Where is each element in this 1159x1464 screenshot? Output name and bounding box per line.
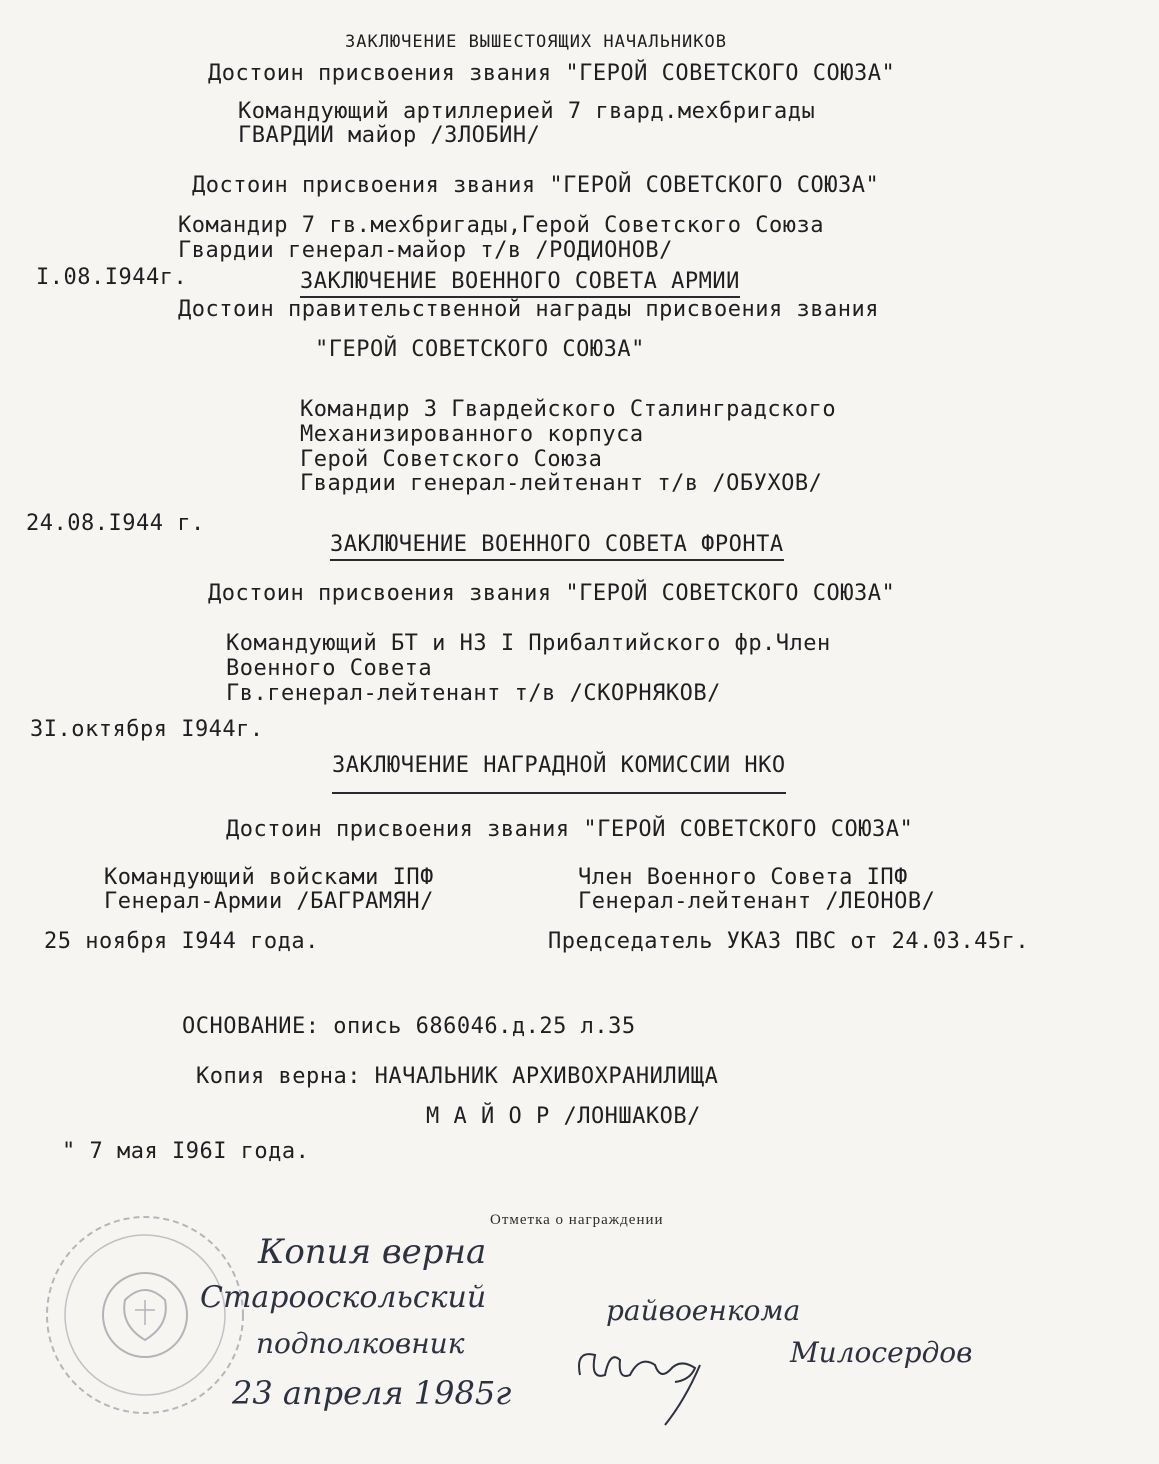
signer-line: Командующий артиллерией 7 гвард.мехбригады bbox=[238, 99, 816, 124]
handwritten-line: Копия верна bbox=[258, 1232, 487, 1272]
verdict-line: Достоин присвоения звания "ГЕРОЙ СОВЕТСКОГО СОЮЗА" bbox=[208, 61, 896, 86]
date-line: 25 ноября I944 года. bbox=[44, 929, 319, 954]
verdict-line: "ГЕРОЙ СОВЕТСКОГО СОЮЗА" bbox=[315, 337, 645, 362]
signer-line: Член Военного Совета IПФ bbox=[578, 865, 908, 890]
verdict-line: Достоин присвоения звания "ГЕРОЙ СОВЕТСКОГО СОЮЗА" bbox=[226, 817, 914, 842]
decree-line: Председатель УКАЗ ПВС от 24.03.45г. bbox=[548, 929, 1030, 954]
handwritten-line: Милосердов bbox=[790, 1336, 973, 1369]
signer-line: Командир 7 гв.мехбригады,Герой Советского Союза bbox=[178, 213, 825, 238]
verdict-line: Достоин правительственной награды присвоения звания bbox=[178, 297, 880, 322]
signer-line: Генерал-Армии /БАГРАМЯН/ bbox=[104, 889, 434, 914]
handwritten-line: 23 апреля 1985г bbox=[232, 1374, 512, 1412]
signer-line: Гв.генерал-лейтенант т/в /СКОРНЯКОВ/ bbox=[226, 681, 721, 706]
date-line: I.08.I944г. bbox=[36, 265, 188, 290]
signer-line: Механизированного корпуса bbox=[300, 422, 644, 447]
signer-line: Военного Совета bbox=[226, 656, 433, 681]
signer-line: Генерал-лейтенант /ЛЕОНОВ/ bbox=[578, 889, 936, 914]
copy-certification-line: Копия верна: НАЧАЛЬНИК АРХИВОХРАНИЛИЩА bbox=[196, 1064, 719, 1089]
handwritten-line: подполковник bbox=[256, 1327, 465, 1360]
date-line: 3I.октября I944г. bbox=[30, 717, 264, 742]
heading-front-council: ЗАКЛЮЧЕНИЕ ВОЕННОГО СОВЕТА ФРОНТА bbox=[330, 533, 784, 561]
signer-line: Командующий войсками IПФ bbox=[104, 865, 434, 890]
basis-line: ОСНОВАНИЕ: опись 686046.д.25 л.35 bbox=[182, 1014, 636, 1039]
signer-line: Командир 3 Гвардейского Сталинградского bbox=[300, 397, 837, 422]
signature-scribble bbox=[570, 1320, 730, 1430]
heading-superiors: ЗАКЛЮЧЕНИЕ ВЫШЕСТОЯЩИХ НАЧАЛЬНИКОВ bbox=[345, 32, 727, 52]
heading-army-council: ЗАКЛЮЧЕНИЕ ВОЕННОГО СОВЕТА АРМИИ bbox=[300, 270, 740, 298]
copy-certification-line: М А Й О Р /ЛОНШАКОВ/ bbox=[426, 1104, 701, 1129]
handwritten-line: райвоенкома bbox=[606, 1294, 801, 1327]
signer-line: ГВАРДИИ майор /ЗЛОБИН/ bbox=[238, 123, 541, 148]
signer-line: Командующий БТ и НЗ I Прибалтийского фр.Член bbox=[226, 631, 831, 656]
handwritten-line: Старооскольский bbox=[200, 1280, 487, 1315]
heading-nko-commission: ЗАКЛЮЧЕНИЕ НАГРАДНОЙ КОМИССИИ НКО bbox=[332, 754, 786, 794]
verdict-line: Достоин присвоения звания "ГЕРОЙ СОВЕТСКОГО СОЮЗА" bbox=[192, 173, 880, 198]
signer-line: Гвардии генерал-майор т/в /РОДИОНОВ/ bbox=[178, 238, 673, 263]
award-mark-label: Отметка о награждении bbox=[490, 1212, 664, 1228]
seal-stamp-icon bbox=[40, 1210, 250, 1420]
signer-line: Гвардии генерал-лейтенант т/в /ОБУХОВ/ bbox=[300, 471, 823, 496]
verdict-line: Достоин присвоения звания "ГЕРОЙ СОВЕТСКОГО СОЮЗА" bbox=[208, 581, 896, 606]
date-line: 24.08.I944 г. bbox=[26, 511, 205, 536]
signer-line: Герой Советского Союза bbox=[300, 447, 603, 472]
copy-date-line: " 7 мая I96I года. bbox=[62, 1139, 310, 1164]
